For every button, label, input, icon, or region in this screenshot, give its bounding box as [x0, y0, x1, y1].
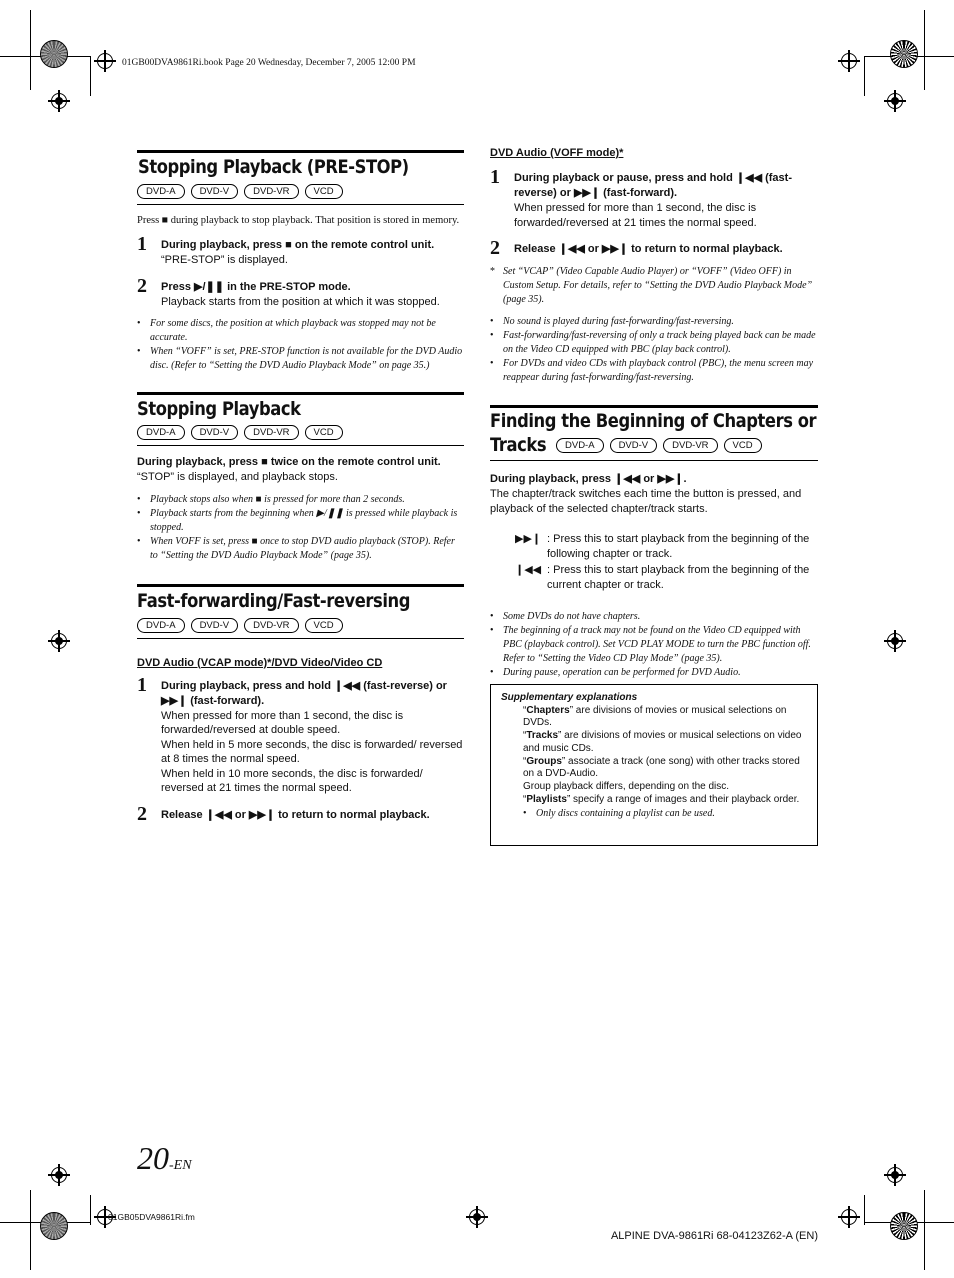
registration-mark-icon: [466, 1206, 488, 1228]
disc-badges: [137, 425, 464, 440]
registration-mark-icon: [838, 1206, 860, 1228]
stop-icon: ■: [251, 535, 258, 547]
footnote: * Set “VCAP” (Video Capable Audio Player) or “VOFF” (Video OFF) in Custom Setup. For details, refer to “Setting the DVD Audio Playback Mode” (page 35).: [490, 265, 818, 307]
supp-tracks: “Tracks” are divisions of movies or musical selections on video and music CDs.: [523, 730, 802, 754]
rewind-icon: ❙◀◀: [205, 808, 232, 821]
badge-vcd: VCD: [724, 438, 762, 453]
left-column: [137, 150, 464, 823]
registration-mark-icon: [48, 630, 70, 652]
lead: During playback, press ■ twice on the remote control unit.: [137, 456, 441, 468]
fast-forward-icon: ▶▶❙: [161, 694, 188, 707]
registration-mark-icon: [838, 50, 860, 72]
badge-dvd-v: DVD-V: [191, 425, 239, 440]
stop-icon: ■: [261, 456, 268, 468]
notes: • Playback stops also when ■ is pressed for more than 2 seconds. • Playback starts from the beginning when ▶/❚❚ is pressed while playback is stopped. • When VOFF is set, press ■ once to stop DVD audio playback (STOP). Refer to “Setting the DVD Audio Playback Mode” (page 35).: [137, 493, 464, 563]
badge-dvd-vr: DVD-VR: [244, 425, 298, 440]
rewind-icon: ❙◀◀: [334, 679, 361, 692]
notes: • Some DVDs do not have chapters. • The beginning of a track may not be found on the Video CD equipped with PBC (playback control). Set VCD PLAY MODE to turn the PBC function off. Refer to “Setting the Video CD Play Mode” (page 35). • During pause, operation can be performed for DVD Audio.: [490, 610, 818, 680]
play-pause-icon: ▶/❚❚: [316, 507, 344, 519]
color-bar-icon: [890, 1212, 918, 1240]
supp-chapters: “Chapters” are divisions of movies or musical selections on DVDs.: [523, 704, 787, 729]
section-title-line2: Tracks: [490, 434, 547, 456]
color-bar-icon: [40, 1212, 68, 1240]
step-2: 2 Release ❙◀◀ or ▶▶❙ to return to normal playback.: [490, 237, 783, 259]
section-title: Stopping Playback (PRE-STOP): [138, 156, 409, 178]
badge-vcd: VCD: [305, 184, 343, 199]
next-icon: ▶▶❙: [657, 473, 684, 485]
badge-dvd-vr: DVD-VR: [244, 618, 298, 633]
badge-dvd-v: DVD-V: [191, 184, 239, 199]
stop-icon: ■: [255, 493, 262, 505]
registration-mark-icon: [884, 630, 906, 652]
button-descriptions: ▶▶❙ : Press this to start playback from the beginning of the following chapter or track. ❙◀◀ : Press this to start playback from the beginning of the current chapter or track.: [515, 533, 810, 591]
color-bar-icon: [890, 40, 918, 68]
notes: • No sound is played during fast-forwarding/fast-reversing. • Fast-forwarding/fast-reversing of only a track being played back can be made on the Video CD equipped with PBC (play back control). • For DVDs and video CDs with playback control (PBC), the menu screen may reappear during fast-forwarding/fast-reversing.: [490, 315, 818, 385]
section-title: Stopping Playback: [137, 398, 301, 420]
step-1: 1 During playback, press ■ on the remote control unit. “PRE-STOP” is displayed.: [137, 233, 435, 266]
badge-vcd: VCD: [305, 618, 343, 633]
subheading: DVD Audio (VOFF mode)*: [490, 147, 624, 159]
file-info: 01GB00DVA9861Ri.book Page 20 Wednesday, December 7, 2005 12:00 PM: [122, 58, 416, 68]
registration-mark-icon: [48, 1164, 70, 1186]
section-title: Fast-forwarding/Fast-reversing: [137, 589, 410, 612]
registration-mark-icon: [884, 90, 906, 112]
badge-dvd-a: DVD-A: [137, 618, 185, 633]
rewind-icon: ❙◀◀: [735, 172, 763, 184]
section-prestop: [137, 150, 464, 373]
footer-file-name: 01GB05DVA9861Ri.fm: [108, 1212, 195, 1222]
notes: • For some discs, the position at which playback was stopped may not be accurate. • When “VOFF” is set, PRE-STOP function is not available for the DVD Audio disc. (Refer to “Setting the DVD Audio Playback Mode” on page 35.): [137, 317, 464, 373]
stop-icon: ■: [161, 215, 169, 226]
step-1: 1 During playback or pause, press and hold ❙◀◀ (fast-reverse) or ▶▶❙ (fast-forward). When pressed for more than 1 second, the disc is forwarded/reversed at 21 times the normal speed.: [490, 166, 792, 229]
badge-dvd-v: DVD-V: [610, 438, 658, 453]
play-pause-icon: ▶/❚❚: [194, 280, 224, 293]
badge-dvd-v: DVD-V: [191, 618, 239, 633]
color-bar-icon: [40, 40, 68, 68]
supp-playlists: “Playlists” specify a range of images and their playback order.: [523, 793, 800, 805]
step-2: 2 Press ▶/❚❚ in the PRE-STOP mode. Playback starts from the position at which it was stopped.: [137, 274, 440, 308]
badge-dvd-vr: DVD-VR: [244, 184, 298, 199]
fast-forward-icon: ▶▶❙: [601, 243, 629, 255]
section-fast-forward: [137, 584, 464, 823]
page-number: 20-EN: [137, 1140, 192, 1176]
step-1: 1 During playback, press and hold ❙◀◀ (fast-reverse) or ▶▶❙ (fast-forward). When pressed for more than 1 second, the disc is forwarded/reversed at double speed. When held in 5 more seconds, the disc is forwarded/ reversed at 8 times the normal speed. When held in 10 more seconds, the disc is forwarded/ reversed at 21 times the normal speed.: [137, 673, 463, 794]
registration-mark-icon: [94, 50, 116, 72]
badge-dvd-a: DVD-A: [137, 184, 185, 199]
prev-icon: ❙◀◀: [515, 564, 542, 576]
right-column: [490, 147, 818, 680]
stop-icon: ■: [285, 239, 292, 251]
prev-icon: ❙◀◀: [614, 473, 641, 485]
subheading: DVD Audio (VCAP mode)*/DVD Video/Video CD: [137, 656, 383, 669]
supp-groups: “Groups” associate a track (one song) with other tracks stored on a DVD-Audio.: [523, 755, 800, 780]
disc-badges: [137, 184, 464, 199]
badge-vcd: VCD: [305, 425, 343, 440]
disc-badges: [137, 618, 464, 633]
badge-dvd-a: DVD-A: [556, 438, 604, 453]
supp-groups-extra: Group playback differs, depending on the disc.: [523, 780, 730, 792]
section-chapters: Finding the Beginning of Chapters or Tracks DVD-A DVD-V DVD-VR VCD During playback, press ❙◀◀ or ▶▶❙. The chapter/track switches each time the button is pressed, and playback of the selected chapter/track starts. ▶▶❙ : Press this to start playback from the beginning of the following chapter or track. ❙◀◀ : Press this to start playback from the beginning of the current chapter or track. • Some DVDs do not have chapters. • The beginning of a track may not be found on the Video CD equipped with PBC (playback control). Set VCD PLAY MODE to turn the PBC function off. Refer to “Setting the Video CD Play Mode” (page 35). • During pause, operation can be performed for DVD Audio.: [490, 405, 818, 680]
registration-mark-icon: [48, 90, 70, 112]
section-title: Finding the Beginning of Chapters or: [490, 410, 817, 432]
next-icon: ▶▶❙: [515, 533, 542, 545]
registration-mark-icon: [884, 1164, 906, 1186]
supp-title: Supplementary explanations: [501, 692, 638, 703]
badge-dvd-a: DVD-A: [137, 425, 185, 440]
intro-text: Press ■ during playback to stop playback. That position is stored in memory.: [137, 215, 460, 226]
rewind-icon: ❙◀◀: [558, 243, 585, 255]
disc-badges: [556, 438, 762, 453]
fast-forward-icon: ▶▶❙: [248, 808, 276, 821]
fast-forward-icon: ▶▶❙: [573, 187, 601, 199]
lead: During playback, press ❙◀◀ or ▶▶❙.: [490, 473, 687, 485]
badge-dvd-vr: DVD-VR: [663, 438, 717, 453]
supplementary-box: Supplementary explanations “Chapters” are divisions of movies or musical selections on DVDs. “Tracks” are divisions of movies or musical selections on video and music CDs. “Groups” associate a track (one song) with other tracks stored on a DVD-Audio. Group playback differs, depending on the disc. “Playlists” specify a range of images and their playback order. • Only discs containing a playlist can be used.: [490, 684, 818, 846]
step-2: 2 Release ❙◀◀ or ▶▶❙ to return to normal playback.: [137, 802, 430, 825]
footer-model: ALPINE DVA-9861Ri 68-04123Z62-A (EN): [610, 1230, 818, 1242]
section-stopping: Stopping Playback DVD-A DVD-V DVD-VR VCD During playback, press ■ twice on the remote control unit. “STOP” is displayed, and playback stops. • Playback stops also when ■ is pressed for more than 2 seconds. • Playback starts from the beginning when ▶/❚❚ is pressed while playback is stopped. • When VOFF is set, press ■ once to stop DVD audio playback (STOP). Refer to “Setting the DVD Audio Playback Mode” (page 35).: [137, 392, 464, 563]
